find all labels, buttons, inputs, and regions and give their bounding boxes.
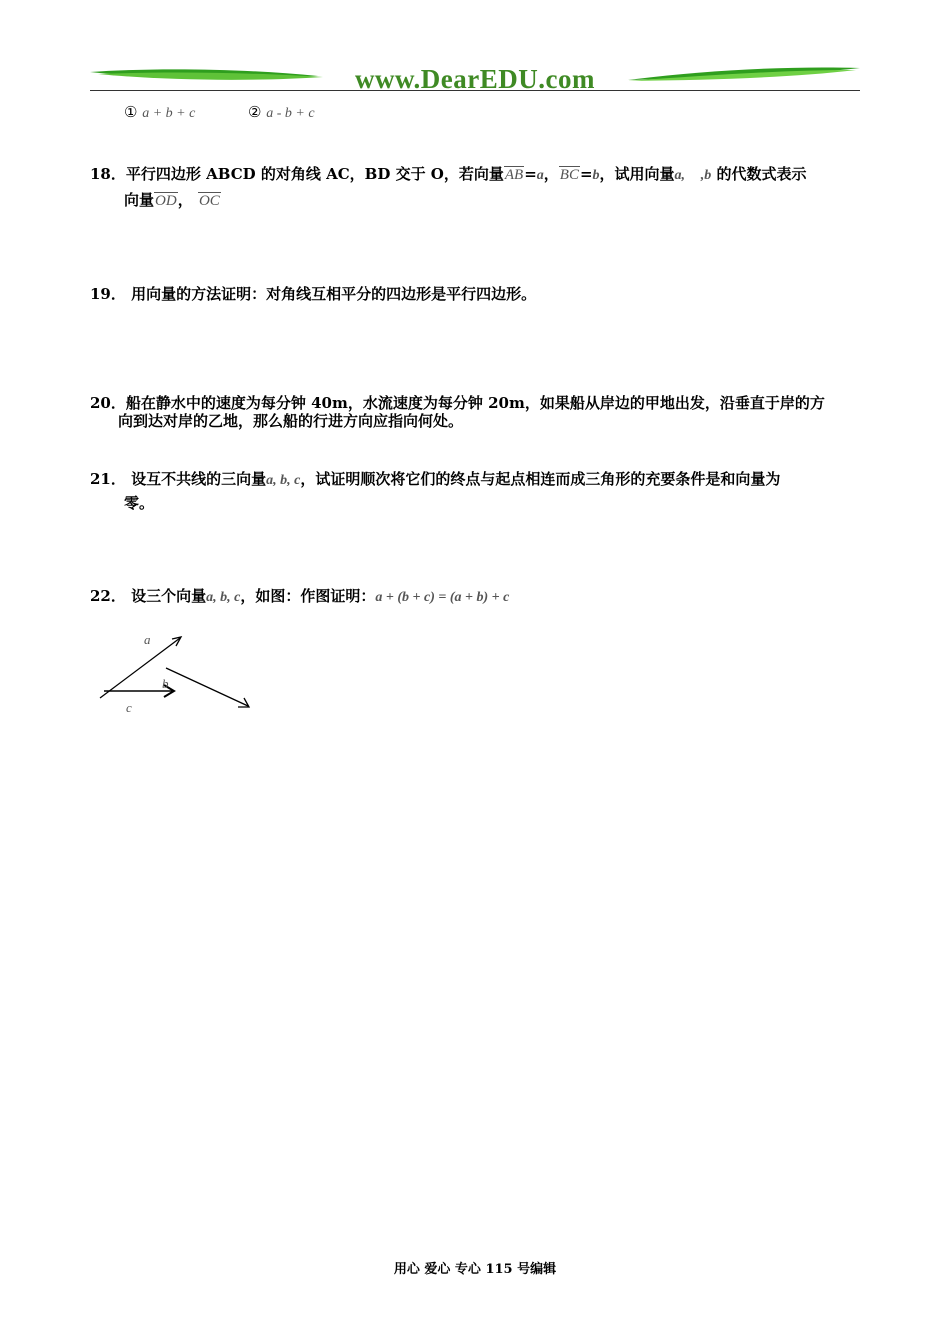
question-22-text-2: ，如图：作图证明： [240, 587, 376, 605]
label-a: a [144, 632, 151, 647]
question-20-number: 20． [90, 394, 126, 412]
question-19-text: 用向量的方法证明：对角线互相平分的四边形是平行四边形。 [131, 285, 537, 303]
vector-b: b [592, 168, 600, 183]
vector-figure [90, 628, 270, 724]
question-22 [90, 584, 862, 610]
option-1-expression: a + b + c [142, 106, 196, 121]
label-c: c [126, 700, 132, 715]
vector-a: a [536, 168, 544, 183]
question-19-number: 19． [90, 285, 126, 303]
question-21-number: 21． [90, 470, 126, 488]
question-20-line-2: 向到达对岸的乙地，那么船的行进方向应指向何处。 [118, 412, 464, 430]
question-18-text-2: ，试用向量 [599, 165, 675, 183]
vectors-abc: a, b, c [206, 590, 241, 605]
question-18-text-4: 向量 [124, 191, 155, 209]
separator: ， [543, 165, 559, 183]
associativity-formula: a + (b + c) = (a + b) + c [375, 590, 510, 605]
site-logo[interactable]: www.DearEDU.com [355, 64, 595, 94]
question-18-text-3: 的代数式表示 [716, 165, 807, 183]
vectors-abc: a, b, c [266, 473, 301, 488]
question-18 [90, 162, 862, 212]
option-2-expression: a - b + c [266, 106, 315, 121]
equals-sign: = [524, 165, 537, 183]
question-19 [90, 282, 862, 306]
equals-sign: = [579, 165, 593, 183]
header-rule [90, 90, 860, 91]
question-20-line-1: 船在静水中的速度为每分钟 40m，水流速度为每分钟 20m，如果船从岸边的甲地出发，沿垂直于岸的方 [125, 394, 825, 412]
option-1 [124, 100, 195, 126]
separator: ， [177, 191, 193, 209]
question-21-text-2: ，试证明顺次将它们的终点与起点相连而成三角形的充要条件是和向量为 [300, 470, 781, 488]
question-22-number: 22． [90, 587, 126, 605]
vector-ab: AB [504, 167, 524, 183]
vector-b-symbol: ,b [700, 168, 712, 183]
vector-a-symbol: a, [674, 168, 686, 183]
option-2 [248, 100, 315, 126]
question-21-line-2: 零。 [124, 494, 155, 512]
page-footer: 用心 爱心 专心 115 号编辑 [393, 1262, 557, 1277]
question-20 [90, 394, 862, 430]
question-21 [90, 468, 862, 514]
question-21-text: 设互不共线的三向量 [131, 470, 267, 488]
question-18-text: 平行四边形 ABCD 的对角线 AC，BD 交于 O，若向量 [125, 165, 504, 183]
vector-od: OD [155, 193, 177, 209]
question-18-number: 18． [90, 165, 126, 183]
vector-diagram [90, 628, 270, 720]
option-2-marker: ② [248, 103, 262, 121]
question-22-text: 设三个向量 [131, 587, 207, 605]
vector-bc: BC [559, 167, 579, 183]
label-b: b [162, 676, 169, 691]
vector-oc: OC [198, 193, 220, 209]
option-1-marker: ① [124, 103, 138, 121]
